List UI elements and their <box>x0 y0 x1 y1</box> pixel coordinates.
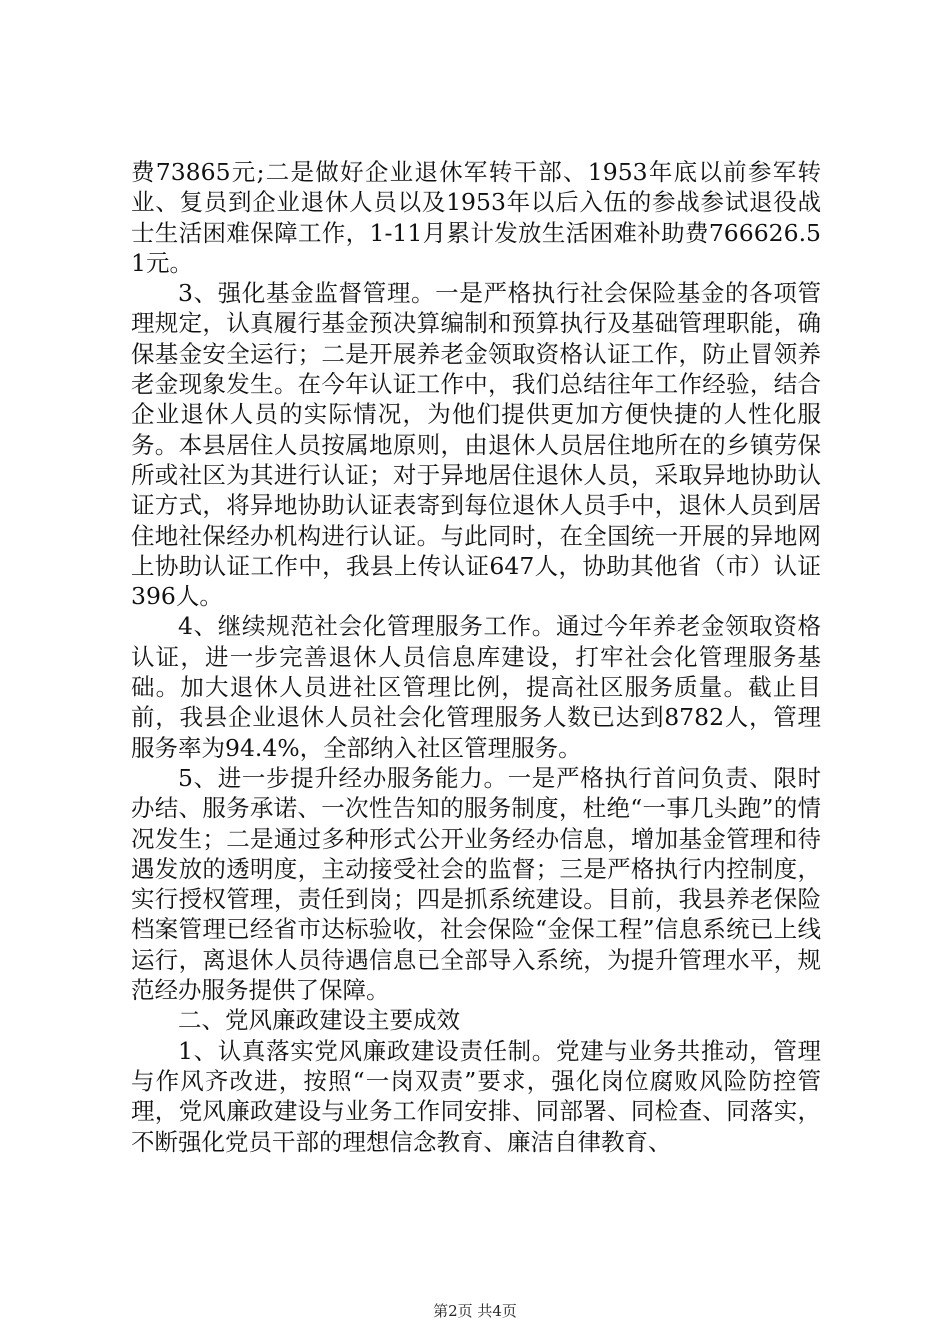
paragraph-continuation: 费73865元;二是做好企业退休军转干部、1953年底以前参军转业、复员到企业退休人员以及1953年以后入伍的参战参试退役战士生活困难保障工作，1-11月累计发放生活困难补助费766626.51元。 <box>131 158 821 277</box>
page-number: 第2页 <box>433 1302 473 1320</box>
paragraph-service-capacity: 5、进一步提升经办服务能力。一是严格执行首问负责、限时办结、服务承诺、一次性告知的服务制度，杜绝“一事几头跑”的情况发生；二是通过多种形式公开业务经办信息，增加基金管理和待遇发放的透明度，主动接受社会的监督；三是严格执行内控制度，实行授权管理，责任到岗；四是抓系统建设。目前，我县养老保险档案管理已经省市达标验收，社会保险“金保工程”信息系统已上线运行，离退休人员待遇信息已全部导入系统，为提升管理水平，规范经办服务提供了保障。 <box>131 763 821 1005</box>
page-total: 共4页 <box>477 1302 517 1320</box>
page-footer <box>0 1301 950 1321</box>
section-heading: 二、党风廉政建设主要成效 <box>178 1006 460 1035</box>
paragraph-fund-supervision: 3、强化基金监督管理。一是严格执行社会保险基金的各项管理规定，认真履行基金预决算编制和预算执行及基础管理职能，确保基金安全运行；二是开展养老金领取资格认证工作，防止冒领养老金现象发生。在今年认证工作中，我们总结往年工作经验，结合企业退休人员的实际情况，为他们提供更加方便快捷的人性化服务。本县居住人员按属地原则，由退休人员居住地所在的乡镇劳保所或社区为其进行认证；对于异地居住退休人员，采取异地协助认证方式，将异地协助认证表寄到每位退休人员手中，退休人员到居住地社保经办机构进行认证。与此同时，在全国统一开展的异地网上协助认证工作中，我县上传认证647人，协助其他省（市）认证396人。 <box>131 279 821 611</box>
paragraph-socialized-management: 4、继续规范社会化管理服务工作。通过今年养老金领取资格认证，进一步完善退休人员信息库建设，打牢社会化管理服务基础。加大退休人员进社区管理比例，提高社区服务质量。截止目前，我县企业退休人员社会化管理服务人数已达到8782人，管理服务率为94.4%，全部纳入社区管理服务。 <box>131 612 821 762</box>
document-body <box>131 157 821 1157</box>
paragraph-party-responsibility: 1、认真落实党风廉政建设责任制。党建与业务共推动，管理与作风齐改进，按照“一岗双责”要求，强化岗位腐败风险防控管理，党风廉政建设与业务工作同安排、同部署、同检查、同落实，不断强化党员干部的理想信念教育、廉洁自律教育、 <box>131 1036 821 1156</box>
